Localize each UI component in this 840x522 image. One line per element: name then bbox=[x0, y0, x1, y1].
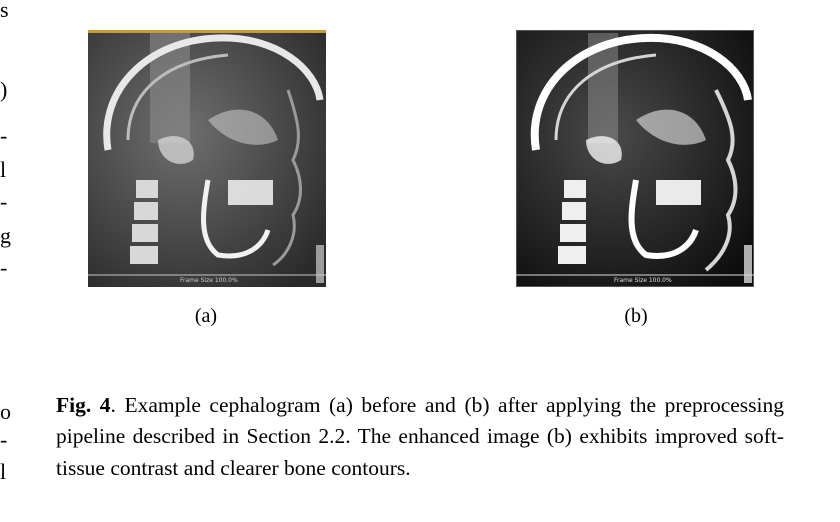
fragment: - bbox=[0, 189, 8, 214]
fragment: s bbox=[0, 0, 9, 22]
fragment: o bbox=[0, 399, 11, 424]
fragment: - bbox=[0, 255, 8, 280]
subfigure-label-a: (a) bbox=[194, 305, 218, 327]
cephalogram-before-image bbox=[88, 30, 326, 287]
frame-size-label: Frame Size 100.0% bbox=[614, 277, 672, 284]
subfigure-label-b: (b) bbox=[624, 305, 648, 327]
xray-illustration bbox=[88, 30, 326, 287]
figure-label: Fig. 4 bbox=[56, 392, 111, 417]
fragment: l bbox=[0, 459, 7, 484]
fragment: l bbox=[0, 157, 7, 182]
figure-caption bbox=[56, 390, 784, 485]
caption-text: . Example cephalogram (a) before and (b) after applying the preprocessing pipeline described in Section 2.2. The enhanced image (b) exhibits improved soft-tissue contrast and clearer bone contours. bbox=[56, 392, 784, 480]
frame-size-label: Frame Size 100.0% bbox=[180, 277, 238, 284]
fragment: - bbox=[0, 427, 8, 452]
left-column-fragments bbox=[0, 0, 12, 522]
cephalogram-after-image bbox=[516, 30, 754, 287]
xray-enhanced-illustration bbox=[516, 30, 754, 287]
fragment: - bbox=[0, 123, 8, 148]
fragment: g bbox=[0, 223, 11, 248]
fragment: ) bbox=[0, 77, 8, 102]
